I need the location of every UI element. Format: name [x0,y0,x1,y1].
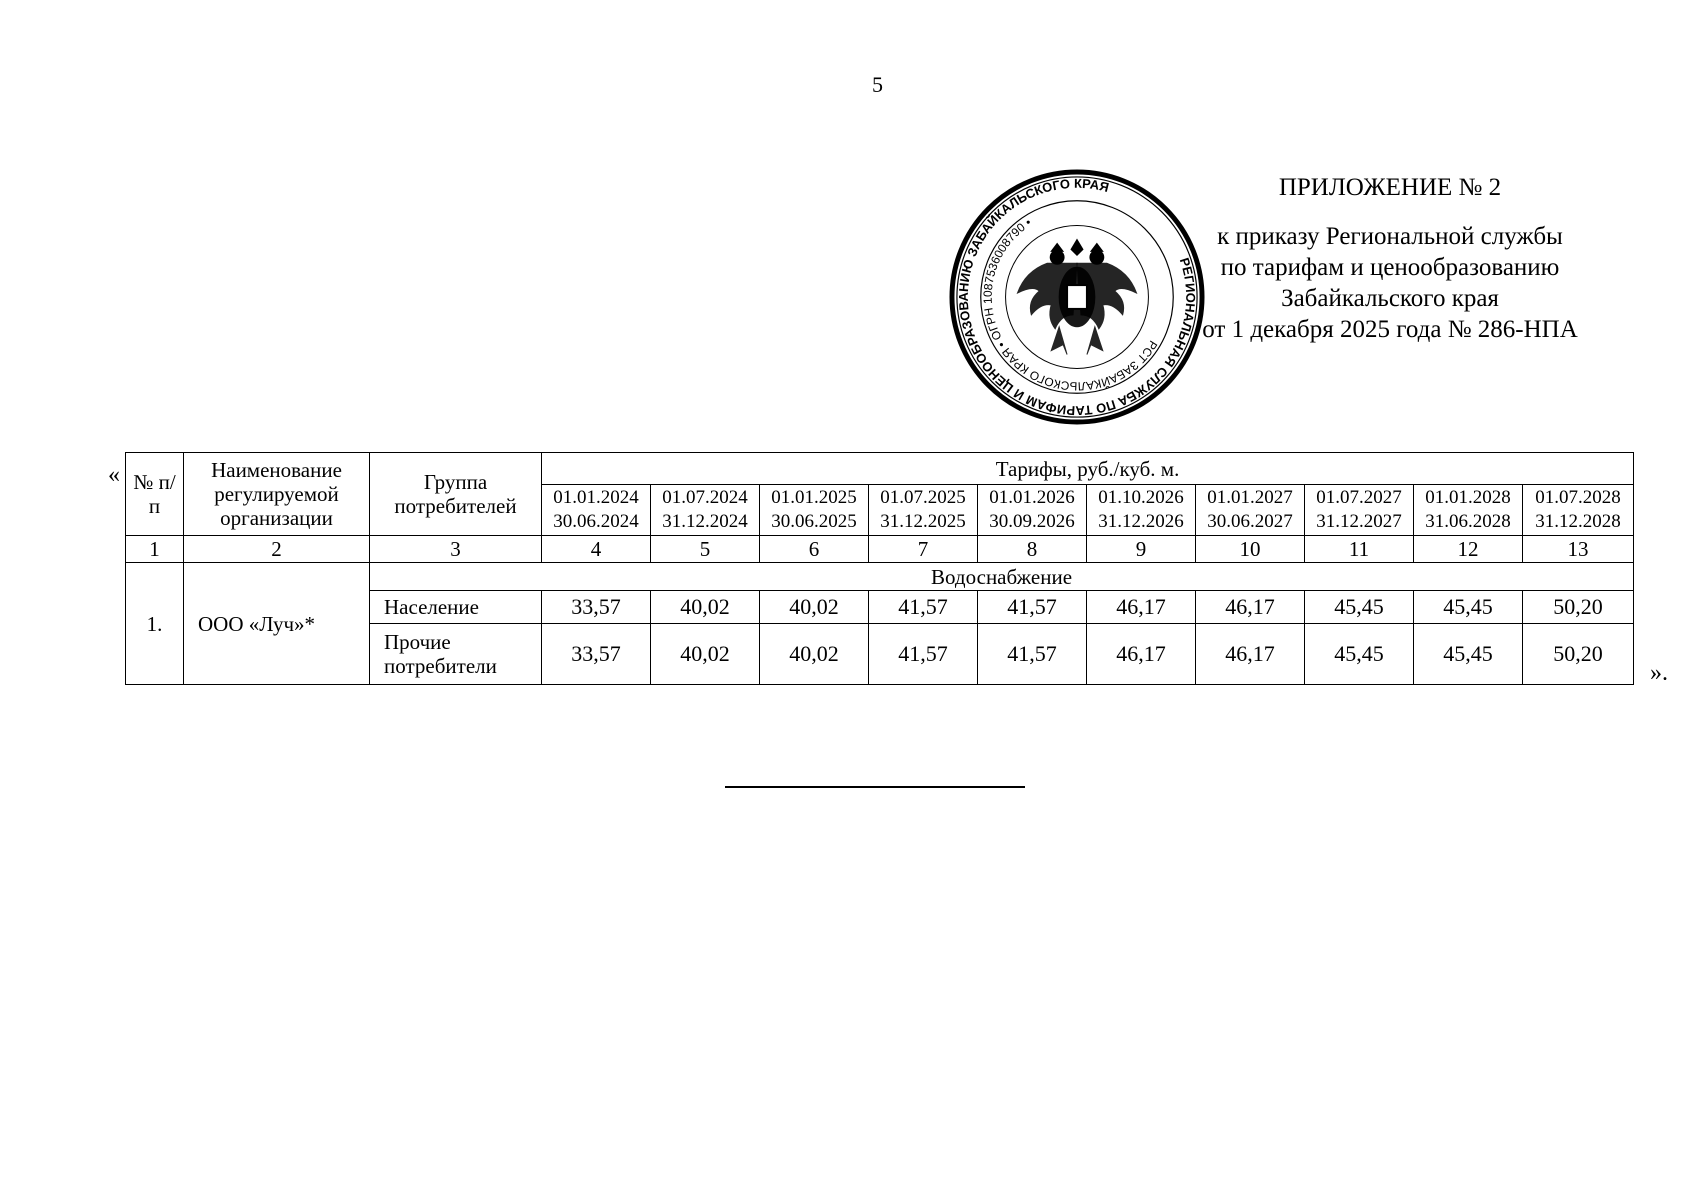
column-index: 3 [370,536,542,563]
period-header: 01.01.2027 30.06.2027 [1196,485,1305,536]
section-title: Водоснабжение [370,563,1634,591]
tariff-value: 41,57 [978,591,1087,624]
column-index: 12 [1414,536,1523,563]
tariff-value: 45,45 [1414,591,1523,624]
tariff-value: 45,45 [1305,591,1414,624]
period-header: 01.01.2028 31.06.2028 [1414,485,1523,536]
tariff-value: 46,17 [1087,624,1196,685]
period-header: 01.01.2026 30.09.2026 [978,485,1087,536]
closing-quote: ». [1650,660,1668,686]
tariff-value: 33,57 [542,591,651,624]
appendix-line-2: по тарифам и ценообразованию [1220,254,1560,281]
organization-name: ООО «Луч»* [184,563,370,685]
column-index: 11 [1305,536,1414,563]
end-divider-line [725,786,1025,788]
column-index: 4 [542,536,651,563]
consumer-group: Прочие потребители [370,624,542,685]
appendix-line-3: Забайкальского края [1281,285,1499,312]
header-consumer-group: Группа потребителей [370,453,542,536]
period-header: 01.01.2024 30.06.2024 [542,485,651,536]
tariff-value: 40,02 [760,591,869,624]
page-number: 5 [872,72,883,97]
header-tariffs: Тарифы, руб./куб. м. [542,453,1634,485]
tariff-value: 46,17 [1196,591,1305,624]
period-header: 01.07.2028 31.12.2028 [1523,485,1634,536]
column-index: 2 [184,536,370,563]
tariff-value: 41,57 [978,624,1087,685]
column-index-row [126,536,1634,563]
stamp-inner-text: РСТ ЗАБАЙКАЛЬСКОГО КРАЯ • ОГРН 1087536008790 • [980,215,1161,394]
appendix-line-1: к приказу Региональной службы [1217,223,1563,250]
tariff-table [125,452,1634,685]
coat-of-arms-icon [1017,239,1136,354]
period-header: 01.07.2025 31.12.2025 [869,485,978,536]
appendix-heading [1160,172,1620,345]
period-header: 01.01.2025 30.06.2025 [760,485,869,536]
column-index: 8 [978,536,1087,563]
header-number: № п/п [126,453,184,536]
tariff-value: 41,57 [869,591,978,624]
consumer-group: Население [370,591,542,624]
tariff-value: 50,20 [1523,591,1634,624]
period-header: 01.07.2027 31.12.2027 [1305,485,1414,536]
tariff-value: 46,17 [1196,624,1305,685]
tariff-value: 46,17 [1087,591,1196,624]
tariff-value: 40,02 [651,591,760,624]
column-index: 10 [1196,536,1305,563]
row-number: 1. [126,563,184,685]
appendix-title: ПРИЛОЖЕНИЕ № 2 [1278,174,1502,201]
column-index: 1 [126,536,184,563]
stamp-outer-text: РЕГИОНАЛЬНАЯ СЛУЖБА ПО ТАРИФАМ И ЦЕНООБРАЗОВАНИЮ ЗАБАЙКАЛЬСКОГО КРАЯ [955,175,1199,419]
column-index: 6 [760,536,869,563]
tariff-value: 40,02 [651,624,760,685]
tariff-value: 33,57 [542,624,651,685]
period-header: 01.10.2026 31.12.2026 [1087,485,1196,536]
appendix-line-4: от 1 декабря 2025 года № 286-НПА [1202,316,1578,343]
opening-quote: « [108,462,120,488]
period-header: 01.07.2024 31.12.2024 [651,485,760,536]
column-index: 9 [1087,536,1196,563]
tariff-value: 41,57 [869,624,978,685]
column-index: 13 [1523,536,1634,563]
column-index: 5 [651,536,760,563]
header-organization: Наименование регулируемой организации [184,453,370,536]
tariff-value: 45,45 [1414,624,1523,685]
tariff-value: 40,02 [760,624,869,685]
tariff-value: 45,45 [1305,624,1414,685]
column-index: 7 [869,536,978,563]
tariff-value: 50,20 [1523,624,1634,685]
